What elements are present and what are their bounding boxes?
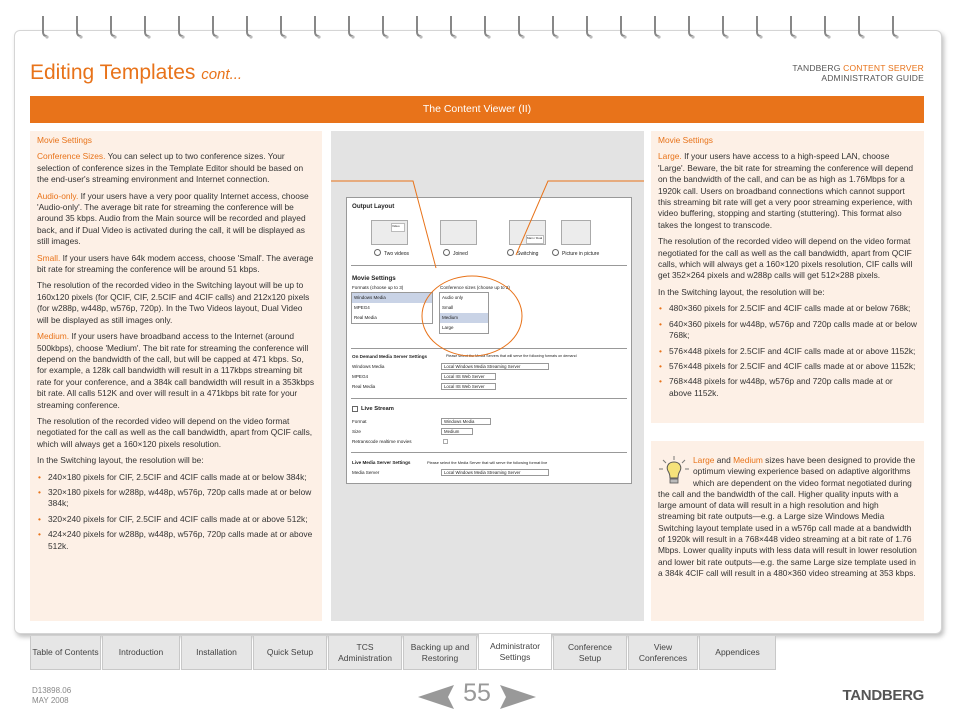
list-item: • 240×180 pixels for CIF, 2.5CIF and 4CIF calls made at or below 384k; — [37, 472, 315, 483]
brand-header: TANDBERG CONTENT SERVER ADMINISTRATOR GUIDE — [792, 63, 924, 83]
layout-thumb[interactable]: Video — [371, 220, 408, 245]
binder-ring-icon — [618, 14, 628, 46]
right-bullets — [658, 303, 917, 399]
layout-radio[interactable]: Switching — [507, 249, 538, 257]
layout-radio[interactable]: Two videos — [374, 249, 409, 257]
binder-ring-icon — [176, 14, 186, 46]
tab-installation[interactable]: Installation — [181, 636, 252, 670]
binder-ring-icon — [142, 14, 152, 46]
binder-ring-icon — [686, 14, 696, 46]
right-column: Movie Settings Large. If your users have access to a high-speed LAN, choose 'Large'. Beware, the bit rate for streaming the conference will depend on the bandwidth of the call, and can be as high as 1.76Mbps for a 1920k call. Users on broadband connections which cannot support this streaming bit rate will get a very poor streaming experience, with video buffering, stopping and starting (stuttering). This format also takes the longest to transcode. The resolution of the recorded video will depend on the video format negotiated for the call as well as the call bandwidth, apart from QCIF calls, which will always get a 160×120 pixels resolution, CIF calls will get 352×264 pixels and w288p calls will get 512×288 pixels. In the Switching layout, the resolution will be: • 480×360 pixels for 2.5CIF and 4CIF calls made at or below 768k; • 640×360 pixels for w448p, w576p and 720p calls made at or below 768k; • 576×448 pixels for 2.5CIF and 4CIF calls made at or above 1152k; • 576×448 pixels for 2.5CIF and 4CIF calls made at or above 1152k; • 768×448 pixels for w448p, w576p and 720p calls made at or above 1152k. — [651, 131, 924, 423]
live-media-server-select[interactable]: Local Windows Media Streaming Server — [441, 469, 549, 476]
tab-backing-up[interactable]: Backing up and Restoring — [403, 636, 477, 670]
page-title: Editing Templates cont... — [30, 61, 243, 84]
left-heading: Movie Settings — [37, 135, 92, 145]
tip-box: Large and Medium sizes have been designed to provide the optimum viewing experience based on adaptive algorithms which are dependent on the video format negotiated during the call and the bandwidth of the call. Higher quality inputs with a large amount of data will result in a high resolution and high streaming bit rate outputs—e.g. a Large size Windows Media Switching layout template used in a w576p call made at a bandwidth of 1920k will result in a 768×448 video streaming at a bit rate of 1.76 Mbps. Lower quality inputs with less data will result in lower resolution and lower bit rate outputs—e.g. the same Large size template used in a 384k 4CIF call will result in a 480×360 video streaming at 353 kbps. — [651, 441, 924, 621]
tab-conference-setup[interactable]: Conference Setup — [553, 636, 627, 670]
layout-radio[interactable]: Picture in picture — [552, 249, 599, 257]
binder-ring-icon — [278, 14, 288, 46]
next-page-icon[interactable] — [500, 685, 536, 709]
live-stream-checkbox[interactable] — [352, 406, 358, 412]
layout-thumb[interactable] — [561, 220, 591, 245]
tab-quick-setup[interactable]: Quick Setup — [253, 636, 327, 670]
layout-radio[interactable]: Joined — [443, 249, 468, 257]
tab-appendices[interactable]: Appendices — [699, 636, 776, 670]
page-number: 55 — [463, 679, 491, 707]
tandberg-logo: TANDBERG — [842, 687, 924, 704]
tab-tcs-administration[interactable]: TCS Administration — [328, 636, 402, 670]
binder-ring-icon — [754, 14, 764, 46]
binder-ring-icon — [584, 14, 594, 46]
binder-ring-icon — [74, 14, 84, 46]
binder-ring-icon — [550, 14, 560, 46]
binder-ring-icon — [890, 14, 900, 46]
binder-ring-icon — [380, 14, 390, 46]
od-windows-select[interactable]: Local Windows Media Streaming Server — [441, 363, 549, 370]
binder-ring-icon — [244, 14, 254, 46]
binder-ring-icon — [448, 14, 458, 46]
left-bullets — [37, 472, 315, 552]
list-item: • 424×240 pixels for w288p, w448p, w576p, 720p calls made at or above 512k. — [37, 529, 315, 552]
binder-ring-icon — [856, 14, 866, 46]
prev-page-icon[interactable] — [418, 685, 454, 709]
retranscode-checkbox[interactable] — [443, 439, 448, 444]
list-item: • 320×180 pixels for w288p, w448p, w576p, 720p calls made at or below 384k; — [37, 487, 315, 510]
doc-info: D13898.06 MAY 2008 — [32, 686, 72, 705]
list-item: • 576×448 pixels for 2.5CIF and 4CIF calls made at or above 1152k; — [658, 361, 917, 372]
sizes-list[interactable]: Audio only Small Medium Large — [439, 292, 489, 334]
live-format-select[interactable]: Windows Media — [441, 418, 491, 425]
layout-thumb[interactable] — [440, 220, 477, 245]
list-item: • 768×448 pixels for w448p, w576p and 720p calls made at or above 1152k. — [658, 376, 917, 399]
binder-ring-icon — [414, 14, 424, 46]
live-size-select[interactable]: Medium — [441, 428, 473, 435]
binder-ring-icon — [346, 14, 356, 46]
binder-ring-icon — [210, 14, 220, 46]
od-real-select[interactable]: Local IIS Web Server — [441, 383, 496, 390]
page-navigation — [416, 681, 536, 715]
binder-ring-icon — [788, 14, 798, 46]
tab-introduction[interactable]: Introduction — [102, 636, 180, 670]
binder-ring-icon — [822, 14, 832, 46]
list-item: • 640×360 pixels for w448p, w576p and 720p calls made at or below 768k; — [658, 319, 917, 342]
list-item: • 576×448 pixels for 2.5CIF and 4CIF calls made at or above 1152k; — [658, 346, 917, 357]
list-item: • 320×240 pixels for CIF, 2.5CIF and 4CIF calls made at or above 512k; — [37, 514, 315, 525]
tab-administrator-settings[interactable]: Administrator Settings — [478, 634, 552, 670]
binder-ring-icon — [482, 14, 492, 46]
formats-list[interactable]: Windows Media MPEG4 Real Media — [351, 292, 433, 324]
tab-table-of-contents[interactable]: Table of Contents — [30, 636, 101, 670]
list-item: • 480×360 pixels for 2.5CIF and 4CIF calls made at or below 768k; — [658, 303, 917, 314]
right-heading: Movie Settings — [658, 135, 713, 145]
left-column: Movie Settings Conference Sizes. You can select up to two conference sizes. Your selection of conference sizes in the Template Editor should be based on the end-user's streaming environment and Internet connection. Audio-only. If your users have a very poor quality Internet access, choose 'Audio-only'. The average bit rate for streaming the conference will be around 35 kbps. Audio from the Main source will be recorded and played back, and if Dual Video is activated during the call, it will be displayed as still images. Small. If your users have 64k modem access, choose 'Small'. The average bit rate for streaming the conference will be around 51 kbps. The resolution of the recorded video in the Switching layout will be up to 160x120 pixels (for QCIF, CIF, 2.5CIF and 4CIF calls) and 212x120 pixels (for w288p, w448p, w576p, 720p). In the Two Videos layout, Dual Video will be displayed as still images only. Medium. If your users have broadband access to the Internet (around 500kbps), choose 'Medium'. The bit rate for streaming the conference will depend on the bandwidth of the call, but will be capped at 471 kbps. So, for example, a 128k call bandwidth will result in a 117kbps streaming bit rate for your conference, and a 384k call bandwidth will result in a 353kbps bit rate. All calls 512K and over will result in a 471kbps bit rate for your streaming conference. The resolution of the recorded video will depend on the video format negotiated for the call as well as the call bandwidth, apart from QCIF calls, which will always get a 160×120 pixels resolution. In the Switching layout, the resolution will be: • 240×180 pixels for CIF, 2.5CIF and 4CIF calls made at or below 384k; • 320×180 pixels for w288p, w448p, w576p, 720p calls made at or below 384k; • 320×240 pixels for CIF, 2.5CIF and 4CIF calls made at or above 512k; • 424×240 pixels for w288p, w448p, w576p, 720p calls made at or above 512k. — [30, 131, 322, 621]
tab-view-conferences[interactable]: View Conferences — [628, 636, 698, 670]
binder-ring-icon — [40, 14, 50, 46]
binder-ring-icon — [652, 14, 662, 46]
binder-rings — [40, 14, 920, 48]
template-editor-screenshot: Output Layout Video Main / Dual Two videos Joined Switching Picture in picture Movie Settings Formats (choose up to 3) Conference sizes (choose up to 2) Windows Media MPEG4 Real Media Audio only Small Medium Large On Demand Media Server Settings Please select the Media Servers that will serve the following formats on demand Windows Media Local Windows Media Streaming Server MPEG4 Local IIS Web Server Real Media Local IIS Web Server Live Stream Format Windows Media Size Medium Retranscode realtime movies Live Media Server Settings Please select the Media Server that will serve the following format live Media Server Local Windows Media Streaming Server — [346, 197, 632, 484]
lightbulb-icon — [658, 455, 690, 485]
od-mpeg4-select[interactable]: Local IIS Web Server — [441, 373, 496, 380]
layout-thumb[interactable]: Main / Dual — [509, 220, 546, 245]
binder-ring-icon — [312, 14, 322, 46]
binder-ring-icon — [516, 14, 526, 46]
binder-ring-icon — [720, 14, 730, 46]
section-banner: The Content Viewer (II) — [30, 96, 924, 123]
binder-ring-icon — [108, 14, 118, 46]
